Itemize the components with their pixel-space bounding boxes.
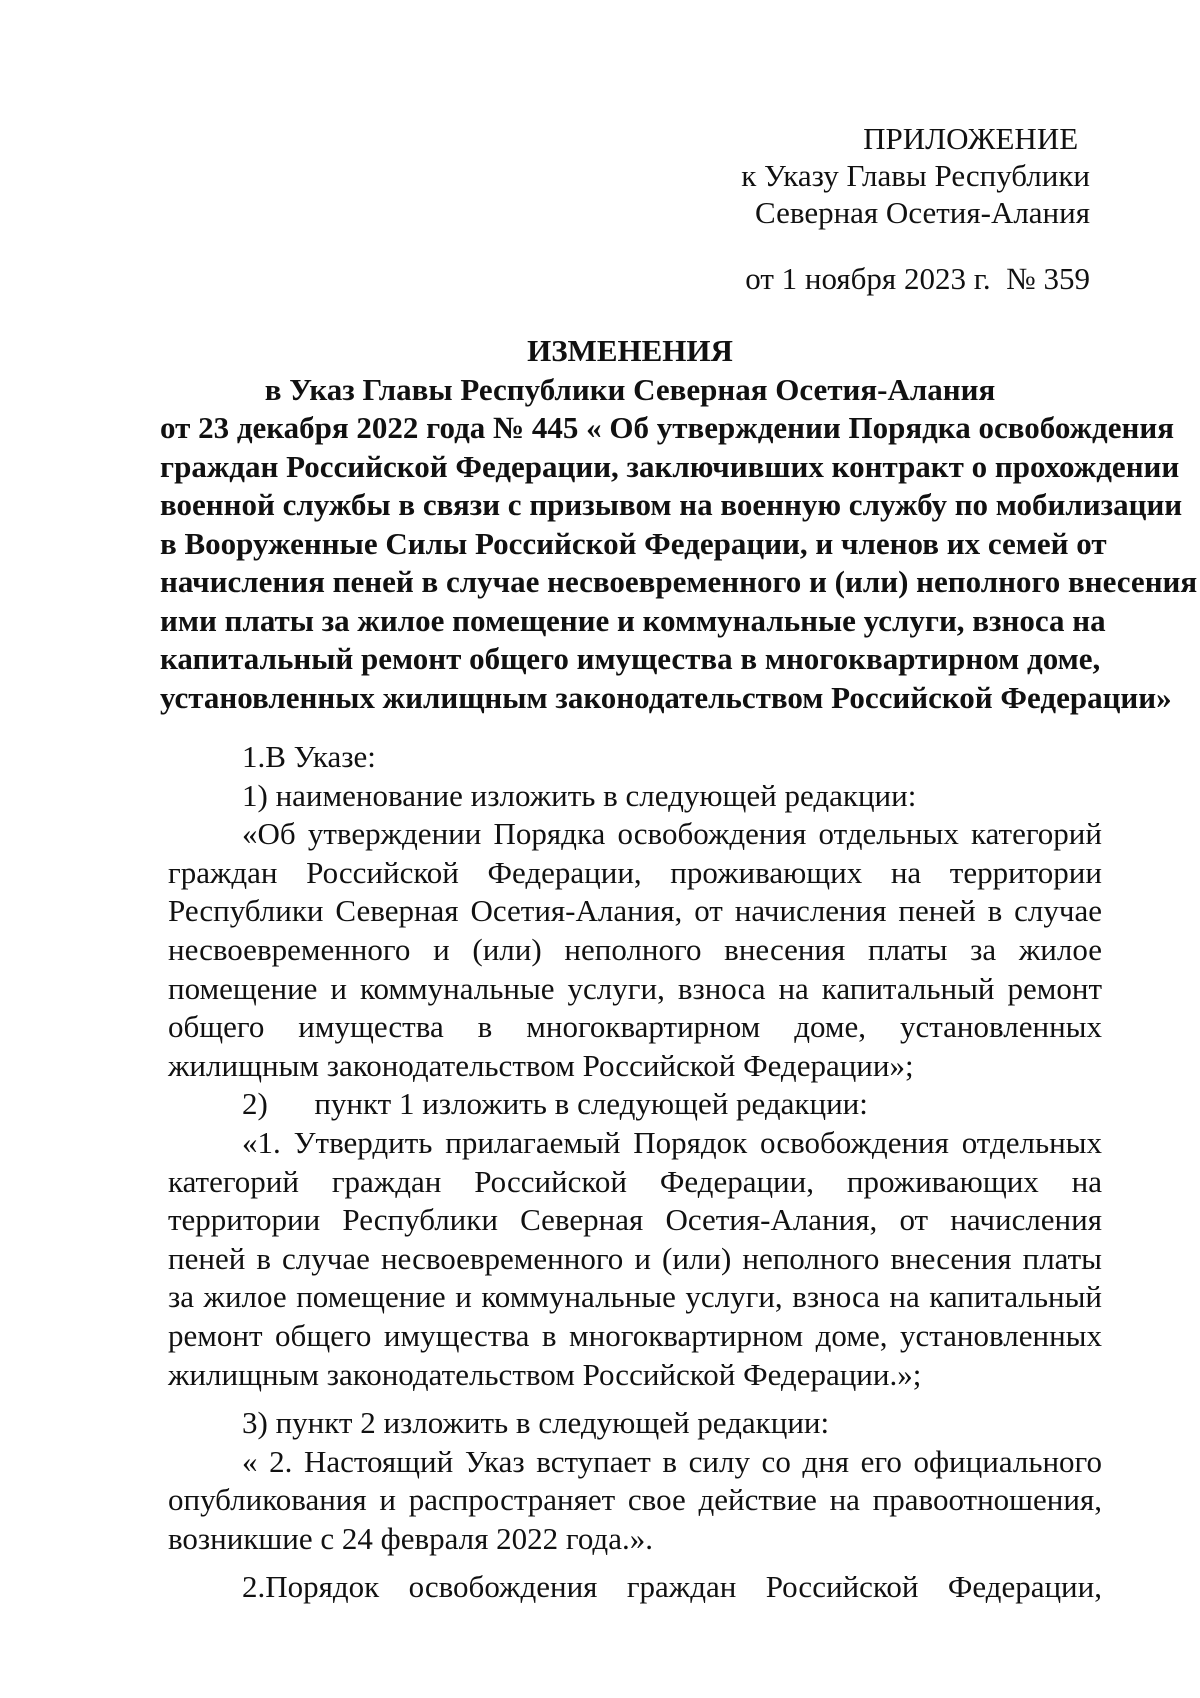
title-line: капитальный ремонт общего имущества в многоквартирном доме,	[160, 641, 1101, 676]
paragraph-word: граждан	[626, 1569, 737, 1605]
title-line: в Вооруженные Силы Российской Федерации, и членов их семей от	[160, 525, 1107, 561]
paragraph-new-point-2: « 2. Настоящий Указ вступает в силу со дня его официального опубликования и распространяет свое действие на правоотношения, возникшие с 24 февраля 2022 года.».	[168, 1443, 1102, 1556]
title-line: ими платы за жилое помещение и коммунальные услуги, взноса на	[160, 602, 1106, 638]
paragraph-subitem-2: 2) пункт 1 изложить в следующей редакции:	[242, 1086, 868, 1122]
document-body	[168, 738, 1102, 1607]
title-line: установленных жилищным законодательством Российской Федерации»	[160, 679, 1172, 715]
paragraph-word: 2.Порядок	[242, 1569, 380, 1605]
title-heading: ИЗМЕНЕНИЯ	[527, 333, 733, 368]
title-line: начисления пеней в случае несвоевременного и (или) неполного внесения	[160, 564, 1198, 599]
appendix-republic-name: Северная Осетия-Алания	[755, 195, 1090, 230]
paragraph-item-2-start	[168, 1568, 1102, 1607]
paragraph-new-name: «Об утверждении Порядка освобождения отдельных категорий граждан Российской Федерации, проживающих на территории Республики Северная Осетия-Алания, от начисления пеней в случае несвоевременного и (или) неполного внесения платы за жилое помещение и коммунальные услуги, взноса на капитальный ремонт общего имущества в многоквартирном доме, установленных жилищным законодательством Российской Федерации»;	[168, 816, 1102, 1083]
paragraph-word: Федерации,	[947, 1569, 1102, 1605]
title-line: граждан Российской Федерации, заключивших контракт о прохождении	[160, 448, 1180, 484]
appendix-label: ПРИЛОЖЕНИЕ	[863, 121, 1079, 156]
paragraph-word: освобождения	[408, 1569, 598, 1605]
paragraph-subitem-1: 1) наименование изложить в следующей редакции:	[242, 777, 917, 813]
title-line: от 23 декабря 2022 года № 445 « Об утверждении Порядка освобождения	[160, 410, 1174, 445]
paragraph-item-1: 1.В Указе:	[242, 739, 376, 774]
paragraph-word: Российской	[765, 1569, 919, 1605]
appendix-date-number: от 1 ноября 2023 г. № 359	[745, 261, 1090, 296]
paragraph-subitem-3: 3) пункт 2 изложить в следующей редакции:	[242, 1405, 830, 1441]
title-line: в Указ Главы Республики Северная Осетия-Алания	[264, 371, 996, 407]
paragraph-new-point-1: «1. Утвердить прилагаемый Порядок освобождения отдельных категорий граждан Российской Федерации, проживающих на территории Республики Северная Осетия-Алания, от начисления пеней в случае несвоевременного и (или) неполного внесения платы за жилое помещение и коммунальные услуги, взноса на капитальный ремонт общего имущества в многоквартирном доме, установленных жилищным законодательством Российской Федерации.»;	[168, 1124, 1102, 1392]
title-line: военной службы в связи с призывом на военную службу по мобилизации	[160, 487, 1183, 522]
appendix-decree-ref: к Указу Главы Республики	[741, 158, 1090, 193]
appendix-header	[741, 120, 1090, 231]
document-title	[160, 332, 1198, 717]
